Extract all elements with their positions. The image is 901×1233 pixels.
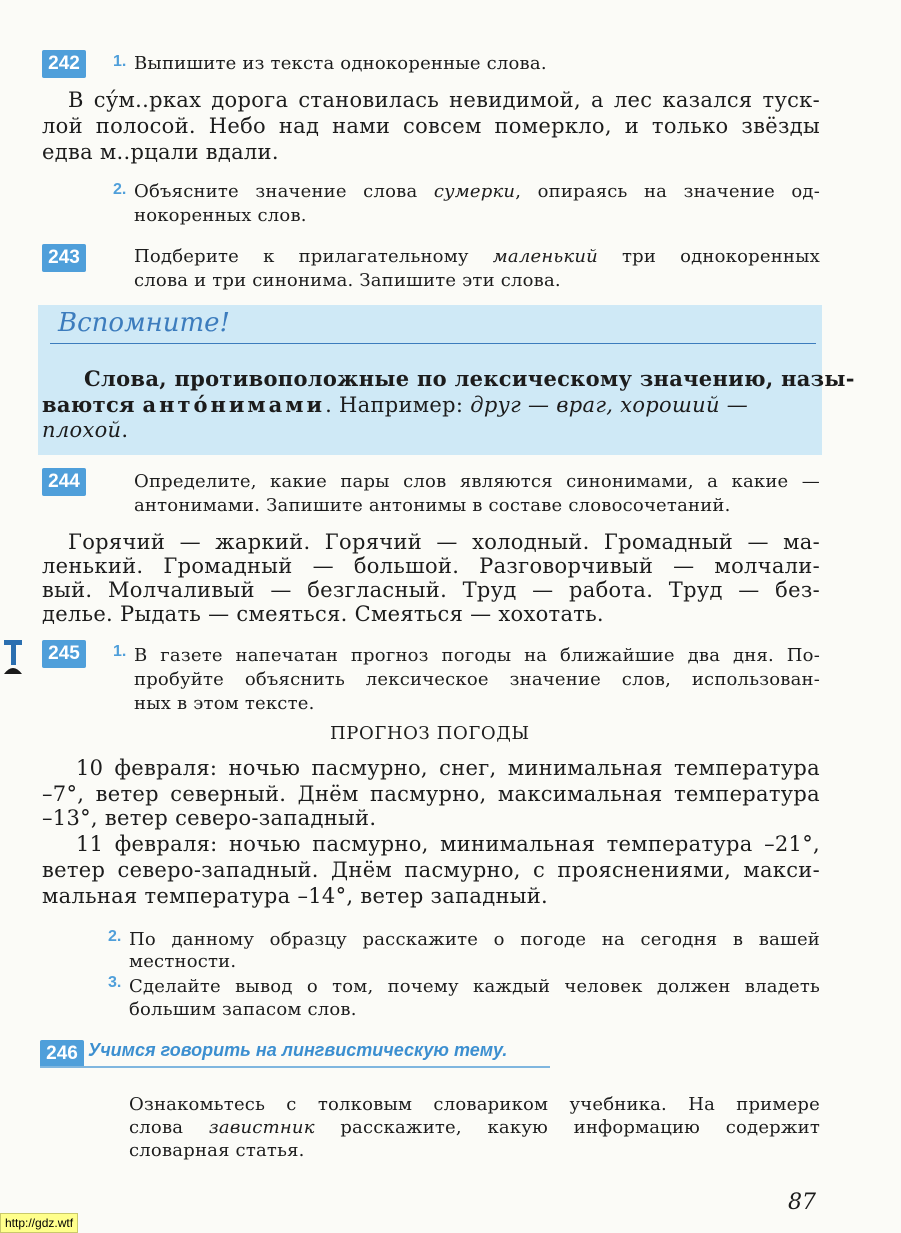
text-line: ленький. Громадный — большой. Разговорчивый — молчали- [42,554,820,578]
rule-text: плохой. [42,418,129,442]
text-line: –13°, ветер северо-западный. [42,806,377,830]
forecast-title: ПРОГНОЗ ПОГОДЫ [330,723,530,744]
text-line: Горячий — жаркий. Горячий — холодный. Громадный — ма- [68,530,820,554]
exercise-number-244: 244 [42,468,86,496]
task-number: 2. [108,928,122,945]
text-line: лой полосой. Небо над нами совсем померкло, и только звёзды [42,114,820,138]
task-number: 2. [113,181,127,198]
text-line: В су́м..рках дорога становилась невидимой, а лес казался туск- [68,88,820,112]
task-text: слова завистник расскажите, какую информацию содержит [129,1117,821,1138]
task-text: По данному образцу расскажите о погоде на сегодня в вашей [129,929,820,950]
task-text: большим запасом слов. [129,999,357,1020]
page-number: 87 [788,1190,816,1215]
task-text: Ознакомьтесь с толковым словариком учебника. На примере [129,1094,820,1115]
section-heading: Учимся говорить на лингвистическую тему. [88,1040,508,1060]
text-line: 11 февраля: ночью пасмурно, минимальная температура –21°, [76,832,820,856]
task-text: Определите, какие пары слов являются синонимами, а какие — [134,471,820,492]
task-text: словарная статья. [129,1140,305,1161]
callout-divider [50,343,816,344]
text-line: делье. Рыдать — смеяться. Смеяться — хохотать. [42,602,604,626]
text-line: –7°, ветер северный. Днём пасмурно, максимальная температура [42,782,820,806]
task-number: 3. [108,974,122,991]
text-line: мальная температура –14°, ветер западный. [42,884,549,908]
speech-exercise-icon [4,640,22,674]
task-text: Выпишите из текста однокоренные слова. [134,53,547,74]
text-line: 10 февраля: ночью пасмурно, снег, минимальная температура [76,756,820,780]
exercise-number-242: 242 [42,50,86,78]
rule-text: Слова, противоположные по лексическому значению, назы- [84,366,855,391]
task-text: Подберите к прилагательному маленький три однокоренных [134,246,821,267]
task-text: пробуйте объяснить лексическое значение слов, использован- [134,669,820,690]
callout-title: Вспомните! [58,308,230,338]
exercise-number-246: 246 [40,1040,84,1068]
task-text: нокоренных слов. [134,205,307,226]
task-number: 1. [113,643,127,660]
exercise-number-245: 245 [42,640,86,668]
task-text: ных в этом тексте. [134,693,315,714]
task-text: Сделайте вывод о том, почему каждый человек должен владеть [129,976,820,997]
exercise-number-243: 243 [42,244,86,272]
task-number: 1. [113,53,127,70]
task-text: Объясните значение слова сумерки, опираясь на значение од- [134,181,820,202]
text-line: вый. Молчаливый — безгласный. Труд — работа. Труд — без- [42,578,820,602]
task-text: антонимами. Запишите антонимы в составе словосочетаний. [134,495,731,516]
heading-underline [40,1066,550,1068]
rule-text: ваются антóнимами. Например: друг — враг, хороший — [42,392,749,417]
task-text: слова и три синонима. Запишите эти слова. [134,270,561,291]
text-line: ветер северо-западный. Днём пасмурно, с прояснениями, макси- [42,858,820,882]
task-text: В газете напечатан прогноз погоды на ближайшие два дня. По- [134,645,820,666]
task-text: местности. [129,951,237,972]
text-line: едва м..рцали вдали. [42,140,279,164]
watermark-link[interactable]: http://gdz.wtf [0,1213,78,1233]
